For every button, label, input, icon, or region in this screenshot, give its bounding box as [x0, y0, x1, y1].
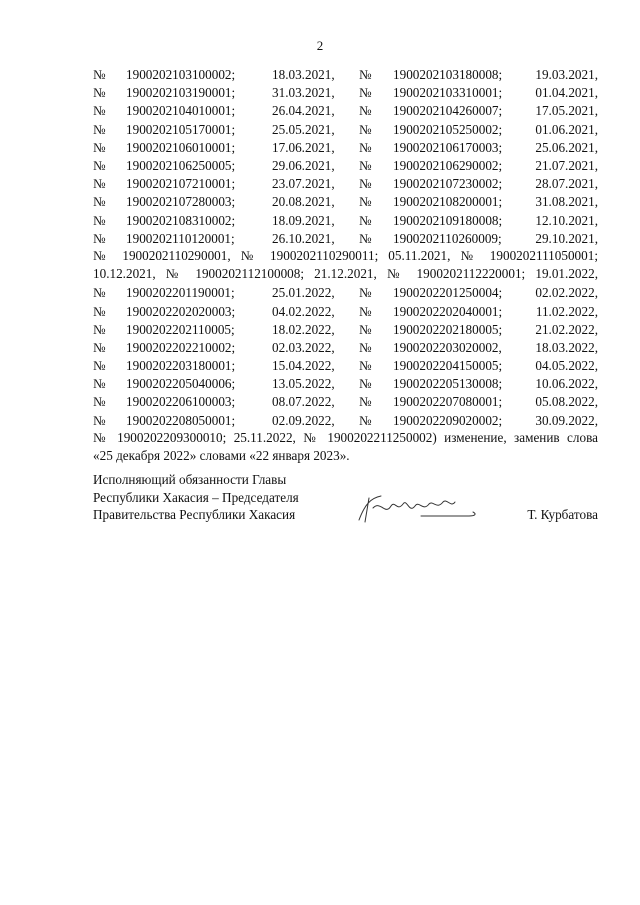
registry-row	[93, 121, 598, 139]
registry-date: 08.07.2022,	[272, 394, 335, 410]
number-sign: №	[359, 321, 372, 337]
registry-number: 1900202108310002;	[126, 212, 236, 228]
registry-number: 1900202106290002;	[393, 158, 503, 174]
registry-date: 17.06.2021,	[272, 139, 335, 155]
registry-date: 29.06.2021,	[272, 158, 335, 174]
registry-date: 26.10.2021,	[272, 230, 335, 246]
registry-number: 1900202202210002;	[126, 339, 236, 355]
registry-date: 02.09.2022,	[272, 412, 335, 428]
registry-date: 20.08.2021,	[272, 194, 335, 210]
signatory-title-line: Правительства Республики Хакасия	[93, 507, 296, 522]
registry-number: 1900202103180008;	[393, 67, 503, 83]
registry-row	[93, 339, 598, 357]
number-sign: №	[359, 176, 372, 192]
registry-date: 28.07.2021,	[535, 176, 598, 192]
registry-date: 18.03.2022,	[535, 339, 598, 355]
text-line: 10.12.2021, № 1900202112100008; 21.12.2021, № 1900202112220001; 19.01.2022,	[93, 266, 598, 282]
number-sign: №	[359, 339, 372, 355]
registry-row	[93, 139, 598, 157]
registry-number: 1900202106250005;	[126, 158, 236, 174]
registry-date: 21.02.2022,	[535, 321, 598, 337]
registry-number: 1900202202040001;	[393, 303, 503, 319]
registry-row	[93, 412, 598, 430]
registry-row	[93, 302, 598, 320]
registry-row	[93, 157, 598, 175]
page-number: 2	[316, 38, 324, 53]
number-sign: №	[93, 67, 106, 83]
registry-date: 04.05.2022,	[535, 358, 598, 374]
number-sign: №	[93, 358, 106, 374]
registry-number: 1900202103310001;	[393, 85, 503, 101]
registry-number: 1900202103100002;	[126, 67, 236, 83]
text-line: «25 декабря 2022» словами «22 января 2023».	[93, 447, 350, 463]
number-sign: №	[93, 394, 106, 410]
registry-row	[93, 393, 598, 411]
number-sign: №	[93, 103, 106, 119]
registry-date: 18.02.2022,	[272, 321, 335, 337]
signatory-name: Т. Курбатова	[527, 507, 598, 522]
number-sign: №	[93, 158, 106, 174]
registry-number: 1900202202180005;	[393, 321, 503, 337]
registry-list-part-1	[93, 66, 598, 248]
registry-list-part-2	[93, 284, 598, 430]
registry-number: 1900202106010001;	[126, 139, 236, 155]
number-sign: №	[359, 376, 372, 392]
registry-row	[93, 357, 598, 375]
registry-number: 1900202202110005;	[126, 321, 235, 337]
registry-date: 17.05.2021,	[535, 103, 598, 119]
registry-number: 1900202105250002;	[393, 121, 503, 137]
registry-row	[93, 84, 598, 102]
document-body	[93, 66, 598, 466]
registry-number: 1900202204150005;	[393, 358, 503, 374]
signature-block	[93, 472, 598, 532]
text-line: № 1900202209300010; 25.11.2022, № 1900202211250002) изменение, заменив слова	[93, 429, 598, 445]
registry-date: 05.08.2022,	[535, 394, 598, 410]
registry-number: 1900202209020002;	[393, 412, 503, 428]
number-sign: №	[93, 321, 106, 337]
registry-date: 29.10.2021,	[535, 230, 598, 246]
registry-date: 10.06.2022,	[535, 376, 598, 392]
registry-number: 1900202201190001;	[126, 285, 235, 301]
registry-date: 26.04.2021,	[272, 103, 335, 119]
registry-row	[93, 284, 598, 302]
registry-number: 1900202105170001;	[126, 121, 236, 137]
registry-date: 02.02.2022,	[535, 285, 598, 301]
number-sign: №	[359, 412, 372, 428]
number-sign: №	[93, 176, 106, 192]
registry-date: 19.03.2021,	[535, 67, 598, 83]
number-sign: №	[93, 412, 106, 428]
handwritten-signature	[351, 490, 481, 530]
registry-number: 1900202103190001;	[126, 85, 236, 101]
registry-number: 1900202110260009;	[393, 230, 502, 246]
registry-number: 1900202207080001;	[393, 394, 503, 410]
registry-number: 1900202106170003;	[393, 139, 503, 155]
signatory-title	[93, 472, 299, 525]
registry-date: 21.07.2021,	[535, 158, 598, 174]
number-sign: №	[359, 230, 372, 246]
registry-date: 11.02.2022,	[535, 303, 598, 319]
registry-row	[93, 230, 598, 248]
registry-date: 31.03.2021,	[272, 85, 335, 101]
number-sign: №	[93, 376, 106, 392]
number-sign: №	[359, 303, 372, 319]
number-sign: №	[359, 194, 372, 210]
registry-number: 1900202202020003;	[126, 303, 236, 319]
registry-date: 18.03.2021,	[272, 67, 335, 83]
registry-date: 15.04.2022,	[272, 358, 335, 374]
registry-number: 1900202107280003;	[126, 194, 236, 210]
registry-row	[93, 102, 598, 120]
number-sign: №	[359, 212, 372, 228]
registry-date: 25.06.2021,	[535, 139, 598, 155]
number-sign: №	[93, 303, 106, 319]
registry-number: 1900202108200001;	[393, 194, 503, 210]
registry-date: 31.08.2021,	[535, 194, 598, 210]
registry-row	[93, 212, 598, 230]
registry-date: 23.07.2021,	[272, 176, 335, 192]
number-sign: №	[93, 194, 106, 210]
registry-number: 1900202109180008;	[393, 212, 503, 228]
registry-date: 18.09.2021,	[272, 212, 335, 228]
registry-date: 02.03.2022,	[272, 339, 335, 355]
registry-date: 01.04.2021,	[535, 85, 598, 101]
registry-number: 1900202205040006;	[126, 376, 236, 392]
number-sign: №	[359, 158, 372, 174]
number-sign: №	[93, 121, 106, 137]
registry-date: 12.10.2021,	[535, 212, 598, 228]
number-sign: №	[359, 394, 372, 410]
number-sign: №	[359, 285, 372, 301]
registry-date: 13.05.2022,	[272, 376, 335, 392]
signatory-title-line: Исполняющий обязанности Главы	[93, 472, 287, 487]
registry-row	[93, 375, 598, 393]
registry-number: 1900202205130008;	[393, 376, 503, 392]
text-line: № 1900202110290001, № 1900202110290011; 05.11.2021, № 1900202111050001;	[93, 247, 598, 263]
registry-date: 25.05.2021,	[272, 121, 335, 137]
number-sign: №	[359, 85, 372, 101]
registry-number: 1900202203020002,	[393, 339, 502, 355]
number-sign: №	[359, 103, 372, 119]
registry-date: 30.09.2022,	[535, 412, 598, 428]
number-sign: №	[93, 285, 106, 301]
registry-date: 04.02.2022,	[272, 303, 335, 319]
registry-number: 1900202110120001;	[126, 230, 235, 246]
registry-row	[93, 66, 598, 84]
number-sign: №	[93, 212, 106, 228]
number-sign: №	[359, 121, 372, 137]
registry-number: 1900202208050001;	[126, 412, 236, 428]
registry-number: 1900202206100003;	[126, 394, 236, 410]
registry-number: 1900202104260007;	[393, 103, 503, 119]
registry-date: 01.06.2021,	[535, 121, 598, 137]
number-sign: №	[93, 230, 106, 246]
number-sign: №	[93, 339, 106, 355]
registry-number: 1900202107210001;	[126, 176, 236, 192]
registry-number: 1900202201250004;	[393, 285, 503, 301]
number-sign: №	[93, 85, 106, 101]
number-sign: №	[359, 358, 372, 374]
registry-date: 25.01.2022,	[272, 285, 335, 301]
registry-row	[93, 193, 598, 211]
registry-number: 1900202203180001;	[126, 358, 236, 374]
registry-number: 1900202104010001;	[126, 103, 236, 119]
registry-row	[93, 175, 598, 193]
number-sign: №	[359, 139, 372, 155]
signatory-title-line: Республики Хакасия – Председателя	[93, 489, 299, 505]
registry-row	[93, 321, 598, 339]
number-sign: №	[359, 67, 372, 83]
registry-number: 1900202107230002;	[393, 176, 503, 192]
number-sign: №	[93, 139, 106, 155]
